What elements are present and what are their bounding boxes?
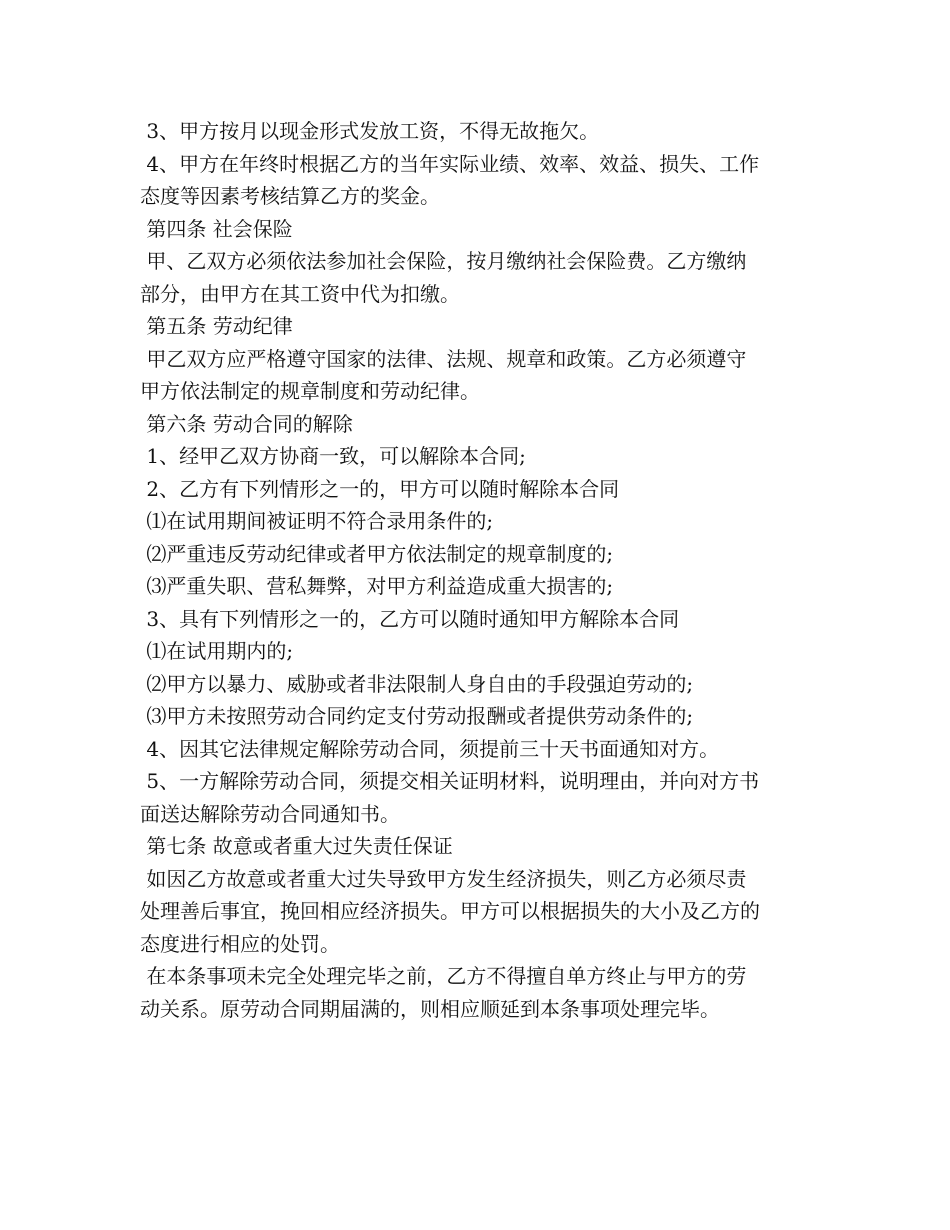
text-line: 2、乙方有下列情形之一的，甲方可以随时解除本合同 [140,476,620,501]
text-line: 4、因其它法律规定解除劳动合同，须提前三十天书面通知对方。 [140,736,720,761]
section-heading: 第四条 社会保险 [140,216,293,241]
section-heading: 第五条 劳动纪律 [140,314,293,338]
text-line: 3、具有下列情形之一的，乙方可以随时通知甲方解除本合同 [140,606,680,631]
list-item: ⑵甲方以暴力、威胁或者非法限制人身自由的手段强迫劳动的; [140,671,694,696]
text-line: 动关系。原劳动合同期届满的，则相应顺延到本条事项处理完毕。 [140,996,720,1021]
text-line: 甲方依法制定的规章制度和劳动纪律。 [140,379,480,403]
text-line: 态度等因素考核结算乙方的奖金。 [140,184,440,208]
text-line: 部分，由甲方在其工资中代为扣缴。 [140,281,460,306]
text-line: 1、经甲乙双方协商一致，可以解除本合同; [140,444,526,468]
text-line: 5、一方解除劳动合同，须提交相关证明材料，说明理由，并向对方书 [140,769,760,793]
text-line: 4、甲方在年终时根据乙方的当年实际业绩、效率、效益、损失、工作 [140,151,760,176]
document-body [140,115,820,1025]
list-item: ⑴在试用期间被证明不符合录用条件的; [140,509,494,533]
text-line: 态度进行相应的处罚。 [140,931,340,956]
list-item: ⑶严重失职、营私舞弊，对甲方利益造成重大损害的; [140,574,614,598]
section-heading: 第六条 劳动合同的解除 [140,411,353,436]
text-line: 如因乙方故意或者重大过失导致甲方发生经济损失，则乙方必须尽责 [140,866,747,891]
text-line: 处理善后事宜，挽回相应经济损失。甲方可以根据损失的大小及乙方的 [140,899,760,923]
list-item: ⑵严重违反劳动纪律或者甲方依法制定的规章制度的; [140,541,614,566]
text-line: 面送达解除劳动合同通知书。 [140,801,400,826]
section-heading: 第七条 故意或者重大过失责任保证 [140,834,453,858]
text-line: 甲乙双方应严格遵守国家的法律、法规、规章和政策。乙方必须遵守 [140,346,747,371]
list-item: ⑶甲方未按照劳动合同约定支付劳动报酬或者提供劳动条件的; [140,704,694,728]
text-line: 3、甲方按月以现金形式发放工资，不得无故拖欠。 [140,119,600,143]
text-line: 在本条事项未完全处理完毕之前，乙方不得擅自单方终止与甲方的劳 [140,964,747,988]
list-item: ⑴在试用期内的; [140,639,294,663]
text-line: 甲、乙双方必须依法参加社会保险，按月缴纳社会保险费。乙方缴纳 [140,249,747,273]
